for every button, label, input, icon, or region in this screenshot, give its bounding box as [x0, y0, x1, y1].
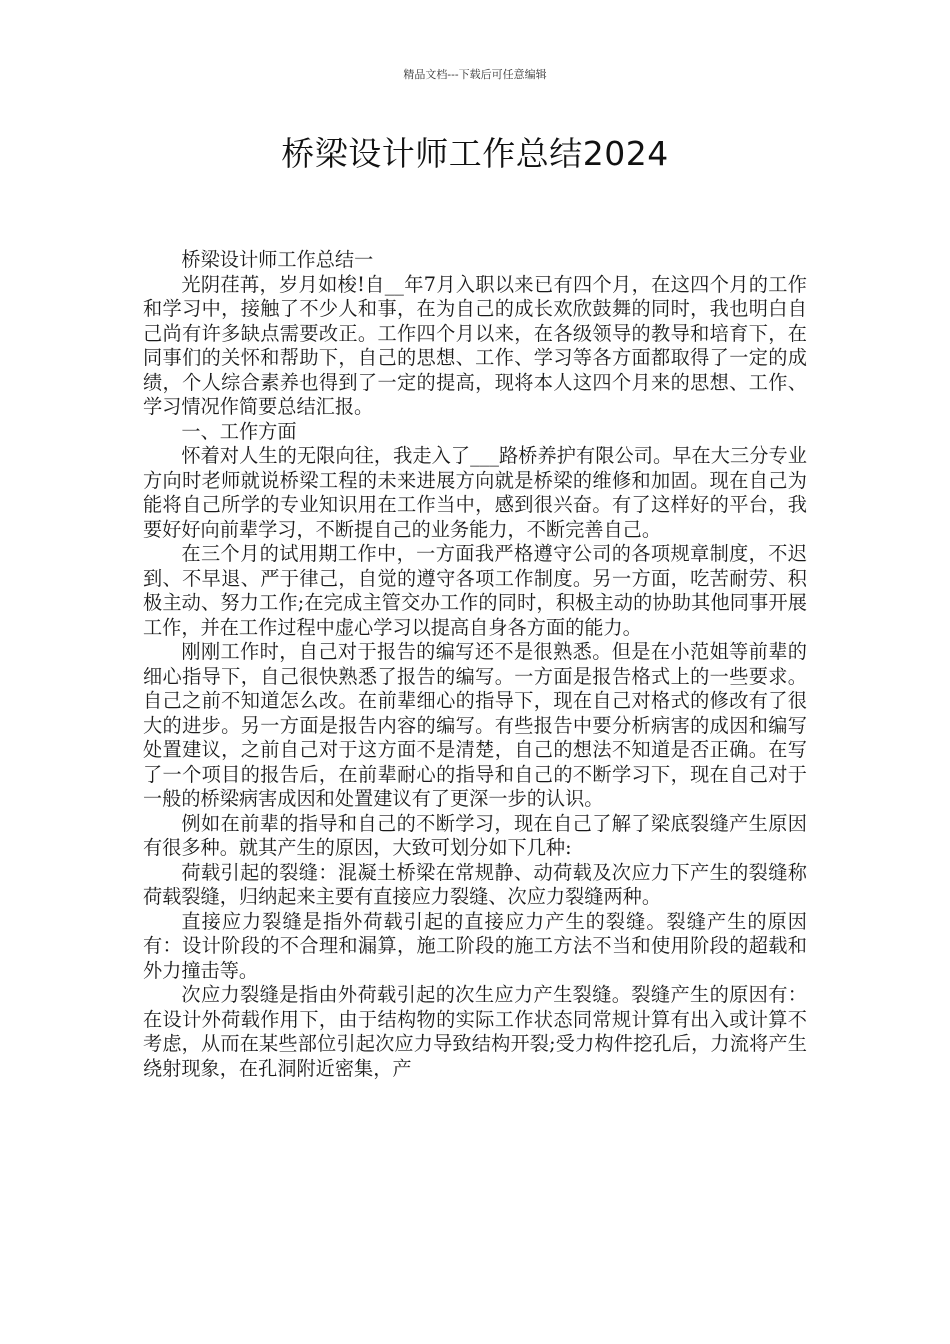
document-title: 桥梁设计师工作总结2024 — [281, 134, 669, 173]
paragraph-intro: 光阴荏苒，岁月如梭!自__年7月入职以来已有四个月，在这四个月的工作和学习中，接触了不少人和事，在为自己的成长欢欣鼓舞的同时，我也明白自己尚有许多缺点需要改正。工作四个月以来，在各级领导的教导和培育下，在同事们的关怀和帮助下，自己的思想、工作、学习等各方面都取得了一定的成绩，个人综合素养也得到了一定的提高，现将本人这四个月来的思想、工作、学习情况作简要总结汇报。 — [143, 272, 807, 418]
paragraph-joining-company: 怀着对人生的无限向往，我走入了___路桥养护有限公司。早在大三分专业方向时老师就说桥梁工程的未来进展方向就是桥梁的维修和加固。现在自己为能将自己所学的专业知识用在工作当中，感到很兴奋。有了这样好的平台，我要好好向前辈学习，不断提自己的业务能力，不断完善自己。 — [143, 444, 807, 541]
paragraph-crack-causes: 例如在前辈的指导和自己的不断学习，现在自己了解了梁底裂缝产生原因有很多种。就其产生的原因，大致可划分如下几种: — [143, 811, 807, 859]
section-heading-work: 一、工作方面 — [181, 419, 297, 443]
section-heading-summary-one: 桥梁设计师工作总结一 — [181, 248, 374, 271]
paragraph-probation: 在三个月的试用期工作中，一方面我严格遵守公司的各项规章制度，不迟到、不早退、严于律己，自觉的遵守各项工作制度。另一方面，吃苦耐劳、积极主动、努力工作;在完成主管交办工作的同时，积极主动的协助其他同事开展工作，并在工作过程中虚心学习以提高自身各方面的能力。 — [143, 542, 807, 639]
page-header-note: 精品文档---下载后可任意编辑 — [403, 68, 547, 81]
paragraph-secondary-stress-cracks: 次应力裂缝是指由外荷载引起的次生应力产生裂缝。裂缝产生的原因有：在设计外荷载作用下，由于结构物的实际工作状态同常规计算有出入或计算不考虑，从而在某些部位引起次应力导致结构开裂;受力构件挖孔后，力流将产生绕射现象，在孔洞附近密集，产 — [143, 983, 807, 1080]
paragraph-report-writing: 刚刚工作时，自己对于报告的编写还不是很熟悉。但是在小范姐等前辈的细心指导下，自己很快熟悉了报告的编写。一方面是报告格式上的一些要求。自己之前不知道怎么改。在前辈细心的指导下，现在自己对格式的修改有了很大的进步。另一方面是报告内容的编写。有些报告中要分析病害的成因和编写处置建议，之前自己对于这方面不是清楚，自己的想法不知道是否正确。在写了一个项目的报告后，在前辈耐心的指导和自己的不断学习下，现在自己对于一般的桥梁病害成因和处置建议有了更深一步的认识。 — [143, 640, 807, 810]
paragraph-load-cracks: 荷载引起的裂缝：混凝土桥梁在常规静、动荷载及次应力下产生的裂缝称荷载裂缝，归纳起来主要有直接应力裂缝、次应力裂缝两种。 — [143, 860, 807, 908]
document-body — [143, 248, 807, 1081]
paragraph-direct-stress-cracks: 直接应力裂缝是指外荷载引起的直接应力产生的裂缝。裂缝产生的原因有：设计阶段的不合理和漏算，施工阶段的施工方法不当和使用阶段的超载和外力撞击等。 — [143, 909, 807, 982]
